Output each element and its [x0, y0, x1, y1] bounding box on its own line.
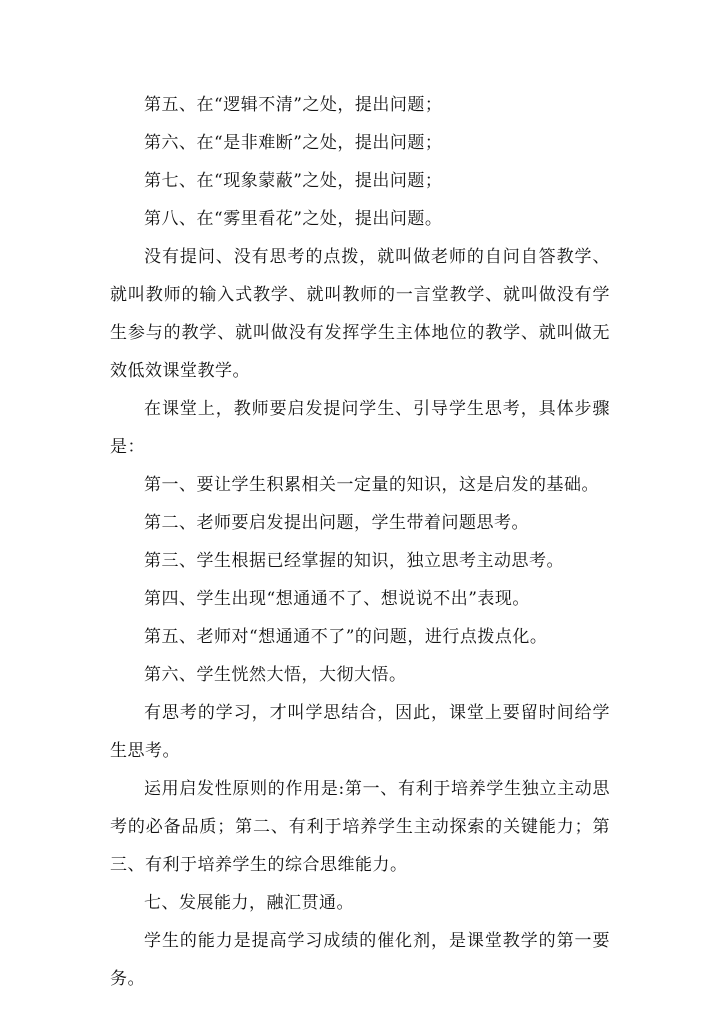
paragraph: 第六、学生恍然大悟，大彻大悟。 [144, 665, 407, 685]
paragraph: 第二、老师要启发提出问题，学生带着问题思考。 [144, 513, 529, 533]
paragraph: 第三、学生根据已经掌握的知识，独立思考主动思考。 [144, 551, 564, 571]
paragraph: 第五、在“逻辑不清”之处，提出问题； [144, 95, 443, 115]
paragraph: 第一、要让学生积累相关一定量的知识，这是启发的基础。 [144, 475, 599, 495]
paragraph: 没有提问、没有思考的点拨，就叫做老师的自问自答教学、就叫教师的输入式教学、就叫教师的一言堂教学、就叫做没有学生参与的教学、就叫做没有发挥学生主体地位的教学、就叫做无效低效课堂教学。 [110, 247, 610, 381]
paragraph: 第八、在“雾里看花”之处，提出问题。 [144, 209, 443, 229]
paragraph: 七、发展能力，融汇贯通。 [144, 893, 354, 913]
paragraph: 第四、学生出现“想通通不了、想说说不出”表现。 [144, 589, 530, 609]
paragraph: 运用启发性原则的作用是:第一、有利于培养学生独立主动思考的必备品质；第二、有利于培养学生主动探索的关键能力；第三、有利于培养学生的综合思维能力。 [110, 779, 610, 875]
paragraph: 第七、在“现象蒙蔽”之处，提出问题； [144, 171, 443, 191]
document-body [110, 86, 610, 998]
paragraph: 学生的能力是提高学习成绩的催化剂，是课堂教学的第一要务。 [110, 931, 610, 989]
paragraph: 第六、在“是非难断”之处，提出问题； [144, 133, 443, 153]
paragraph: 第五、老师对“想通通不了”的问题，进行点拨点化。 [144, 627, 548, 647]
paragraph: 有思考的学习，才叫学思结合，因此，课堂上要留时间给学生思考。 [110, 703, 610, 761]
paragraph: 在课堂上，教师要启发提问学生、引导学生思考，具体步骤是： [110, 399, 610, 457]
